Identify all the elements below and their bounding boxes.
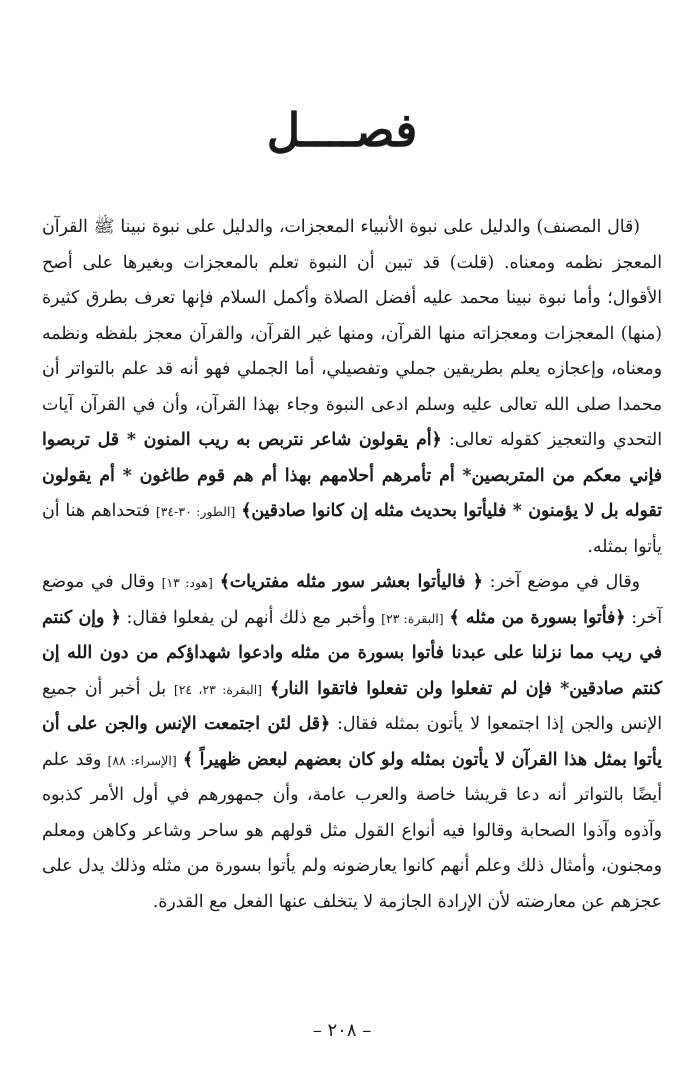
verse-reference: [الطور: ٣٠-٣٤]: [155, 504, 236, 519]
verse-reference: [البقرة: ٢٣، ٢٤]: [173, 681, 263, 697]
quran-quote: ﴿ وإن كنتم في ريب مما نزلنا على عبدنا فأتوا بسورة من مثله وادعوا شهداؤكم من دون الله إن كنتم صادقين* فإن لم تفعلوا ولن تفعلوا فاتقوا النار﴾: [42, 607, 662, 699]
body-text-run: فتحداهم هنا أن يأتوا بمثله.: [42, 501, 662, 557]
body-text: [42, 210, 662, 920]
paragraph: [42, 565, 662, 920]
quran-quote: ﴿قل لئن اجتمعت الإنس والجن على أن يأتوا بمثل هذا القرآن لا يأتون بمثله ولو كان بعضهم لبعض ظهيراً ﴾: [42, 714, 662, 770]
quran-quote: ﴿ فاليأتوا بعشر سور مثله مفتريات﴾: [219, 572, 483, 592]
body-text-run: بل أخبر أن جميع الإنس والجن إذا اجتمعوا لا يأتون بمثله فقال:: [42, 678, 662, 734]
body-text-run: وقال في موضع آخر:: [489, 572, 641, 592]
body-text-run: وقال في موضع آخر:: [42, 572, 663, 628]
page-number: – ٢٠٨ –: [312, 1020, 372, 1041]
body-text-run: (قال المصنف) والدليل على نبوة الأنبياء المعجزات، والدليل على نبوة نبينا ﷺ القرآن المعجز نظمه ومعناه. (قلت) قد تبين أن النبوة تعلم بالمعجزات وبغيرها على أصح الأقوال؛ وأما نبوة نبينا محمد عليه أفضل الصلاة وأكمل السلام فإنها تعرف بطرق كثيرة (منها) المعجزات ومعجزاته منها القرآن، ومنها غير القرآن، والقرآن معجز بلفظه ونظمه ومعناه، وإعجازه يعلم بطريقين جملي وتفصيلي، أما الجملي فهو أنه قد علم بالتواتر أن محمدا صلى الله تعالى عليه وسلم ادعى النبوة وجاء بهذا القرآن، وأن في القرآن آيات التحدي والتعجيز كقوله تعالى:: [42, 217, 662, 450]
quran-quote: ﴿فأتوا بسورة من مثله ﴾: [449, 607, 626, 628]
body-text-run: وقد علم أيضًا بالتواتر أنه دعا قريشا خاصة والعرب عامة، وأن جمهورهم في أول الأمر كذبوه وآذوه وآذوا الصحابة وقالوا فيه أنواع القول مثل قولهم هو ساحر وشاعر وكاهن ومعلم ومجنون، وأمثال ذلك وعلم أنهم كانوا يعارضونه ولم يأتوا بسورة من مثله وذلك يدل على عجزهم عن معارضته لأن الإرادة الجازمة لا يتخلف عنها الفعل مع القدرة.: [42, 749, 662, 912]
verse-reference: [البقرة: ٢٣]: [381, 610, 444, 626]
verse-reference: [الإسراء: ٨٨]: [107, 752, 177, 768]
quran-quote: ﴿أم يقولون شاعر نتربص به ريب المنون * قل تربصوا فإني معكم من المتربصين* أم تأمرهم أحلامهم بهذا أم هم قوم طاغون * أم يقولون تقوله بل لا يؤمنون * فليأتوا بحديث مثله إن كانوا صادقين﴾: [42, 430, 662, 521]
paragraph: [42, 210, 662, 565]
verse-reference: [هود: ١٣]: [161, 575, 213, 590]
section-heading: فصــــل: [266, 103, 418, 157]
body-text-run: وأخبر مع ذلك أنهم لن يفعلوا فقال:: [126, 607, 376, 628]
